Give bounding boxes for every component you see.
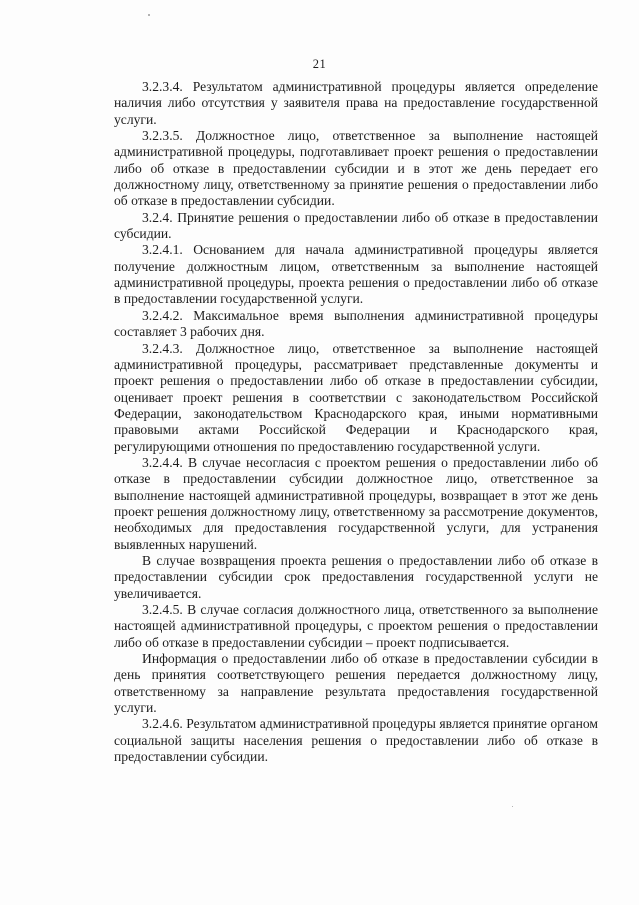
paragraph-information: Информация о предоставлении либо об отказе в предоставлении субсидии в день принятия соответствующего решения передается должностному лицу, ответственному за направление результата предоставления государственной услуги. <box>114 651 598 716</box>
paragraph-3-2-4-1: 3.2.4.1. Основанием для начала административной процедуры является получение должностным лицом, ответственным за выполнение настоящей административной процедуры, проекта решения о предоставлении либо об отказе в предоставлении государственной услуги. <box>114 242 598 307</box>
page-number: 21 <box>312 57 327 71</box>
paragraph-3-2-3-4: 3.2.3.4. Результатом административной процедуры является определение наличия либо отсутствия у заявителя права на предоставление государственной услуги. <box>114 79 598 127</box>
scan-speck <box>512 806 513 807</box>
paragraph-3-2-3-5: 3.2.3.5. Должностное лицо, ответственное за выполнение настоящей административной процедуры, подготавливает проект решения о предоставлении либо об отказе в предоставлении субсидии и в этот же день передает его должностному лицу, ответственному за принятие решения о предоставлении либо об отказе в предоставлении субсидии. <box>114 128 598 209</box>
paragraph-return-case: В случае возвращения проекта решения о предоставлении либо об отказе в предоставлении субсидии срок предоставления государственной услуги не увеличивается. <box>114 552 598 601</box>
document-body <box>114 79 598 765</box>
paragraph-3-2-4-6: 3.2.4.6. Результатом административной процедуры является принятие органом социальной защиты населения решения о предоставлении либо об отказе в предоставлении субсидии. <box>114 716 598 765</box>
paragraph-3-2-4-2: 3.2.4.2. Максимальное время выполнения административной процедуры составляет 3 рабочих дня. <box>114 307 598 340</box>
paragraph-3-2-4-5: 3.2.4.5. В случае согласия должностного лица, ответственного за выполнение настоящей административной процедуры, с проектом решения о предоставлении либо об отказе в предоставлении субсидии – проект подписывается. <box>114 602 598 650</box>
paragraph-3-2-4-3: 3.2.4.3. Должностное лицо, ответственное за выполнение настоящей административной процедуры, рассматривает представленные документы и проект решения о предоставлении либо об отказе в предоставлении субсидии, оценивает проект решения в соответствии с законодательством Российской Федерации, законодательством Краснодарского края, иными нормативными правовыми актами Российской Федерации и Краснодарского края, регулирующими отношения по предоставлению государственной услуги. <box>114 340 598 454</box>
paragraph-3-2-4-4: 3.2.4.4. В случае несогласия с проектом решения о предоставлении либо об отказе в предоставлении субсидии должностное лицо, ответственное за выполнение настоящей административной процедуры, возвращает в этот же день проект решения должностному лицу, ответственному за рассмотрение документов, необходимых для предоставления государственной услуги, для устранения выявленных нарушений. <box>114 454 598 552</box>
scan-speck <box>148 14 150 16</box>
paragraph-3-2-4: 3.2.4. Принятие решения о предоставлении либо об отказе в предоставлении субсидии. <box>114 209 598 242</box>
